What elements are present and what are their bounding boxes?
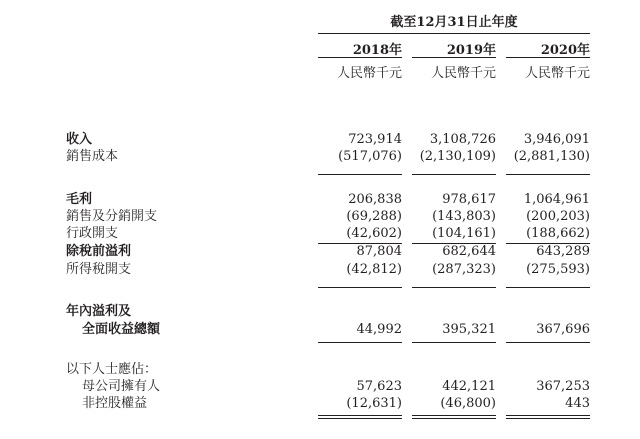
row-label-owners-of-parent: 母公司擁有人 — [82, 379, 161, 394]
cell-value: 206,838 — [348, 192, 402, 207]
cell-value: 682,644 — [442, 244, 496, 259]
cell-value: (12,631) — [346, 396, 402, 411]
unit-label: 人民幣千元 — [336, 66, 402, 81]
subtotal-rule — [318, 342, 402, 343]
subtotal-rule — [506, 287, 590, 288]
year-rule — [318, 57, 402, 58]
total-double-rule — [506, 415, 590, 419]
cell-value: 44,992 — [356, 322, 402, 337]
cell-value: 367,696 — [536, 322, 590, 337]
cell-value: (42,602) — [346, 226, 402, 241]
row-label-profit-before-tax: 除稅前溢利 — [66, 244, 132, 259]
cell-value: (287,323) — [432, 262, 496, 277]
cell-value: (2,881,130) — [513, 149, 590, 164]
cell-value: (143,803) — [432, 209, 496, 224]
cell-value: 978,617 — [442, 192, 496, 207]
row-label-cost-of-sales: 銷售成本 — [66, 149, 119, 164]
cell-value: 395,321 — [442, 322, 496, 337]
row-label-administrative-expenses: 行政開支 — [66, 226, 119, 241]
cell-value: (188,662) — [526, 226, 590, 241]
cell-value: 723,914 — [348, 132, 402, 147]
row-label-non-controlling-interests: 非控股權益 — [82, 396, 148, 411]
year-rule — [412, 57, 496, 58]
cell-value: 57,623 — [356, 379, 402, 394]
cell-value: (104,161) — [432, 226, 496, 241]
cell-value: (275,593) — [526, 262, 590, 277]
row-label-income-tax-expense: 所得稅開支 — [66, 262, 132, 277]
cell-value: 3,946,091 — [523, 132, 590, 147]
cell-value: (200,203) — [526, 209, 590, 224]
cell-value: 367,253 — [536, 379, 590, 394]
total-double-rule — [412, 415, 496, 419]
subtotal-rule — [506, 174, 590, 175]
cell-value: 87,804 — [356, 244, 402, 259]
row-label-gross-profit: 毛利 — [66, 192, 93, 207]
period-header: 截至12月31日止年度 — [390, 15, 518, 30]
period-header-rule — [318, 33, 590, 34]
cell-value: 1,064,961 — [523, 192, 590, 207]
row-label-total-comprehensive-income: 全面收益總額 — [82, 322, 161, 337]
cell-value: (42,812) — [346, 262, 402, 277]
subtotal-rule — [318, 174, 402, 175]
year-header-2020: 2020年 — [540, 43, 590, 58]
year-header-2018: 2018年 — [352, 43, 402, 58]
unit-label: 人民幣千元 — [430, 66, 496, 81]
cell-value: 443 — [565, 396, 590, 411]
year-header-2019: 2019年 — [446, 43, 496, 58]
row-label-attributable-to: 以下人士應佔： — [66, 362, 158, 377]
cell-value: (517,076) — [338, 149, 402, 164]
unit-label: 人民幣千元 — [524, 66, 590, 81]
row-label-revenue: 收入 — [66, 132, 93, 147]
row-label-profit-for-year: 年內溢利及 — [66, 304, 132, 319]
total-double-rule — [318, 415, 402, 419]
cell-value: 643,289 — [536, 244, 590, 259]
subtotal-rule — [412, 342, 496, 343]
cell-value: (2,130,109) — [419, 149, 496, 164]
cell-value: 3,108,726 — [429, 132, 496, 147]
cell-value: (69,288) — [346, 209, 402, 224]
subtotal-rule — [412, 287, 496, 288]
cell-value: 442,121 — [442, 379, 496, 394]
subtotal-rule — [412, 174, 496, 175]
subtotal-rule — [506, 342, 590, 343]
year-rule — [506, 57, 590, 58]
cell-value: (46,800) — [440, 396, 496, 411]
row-label-selling-distribution-expenses: 銷售及分銷開支 — [66, 209, 158, 224]
subtotal-rule — [318, 287, 402, 288]
